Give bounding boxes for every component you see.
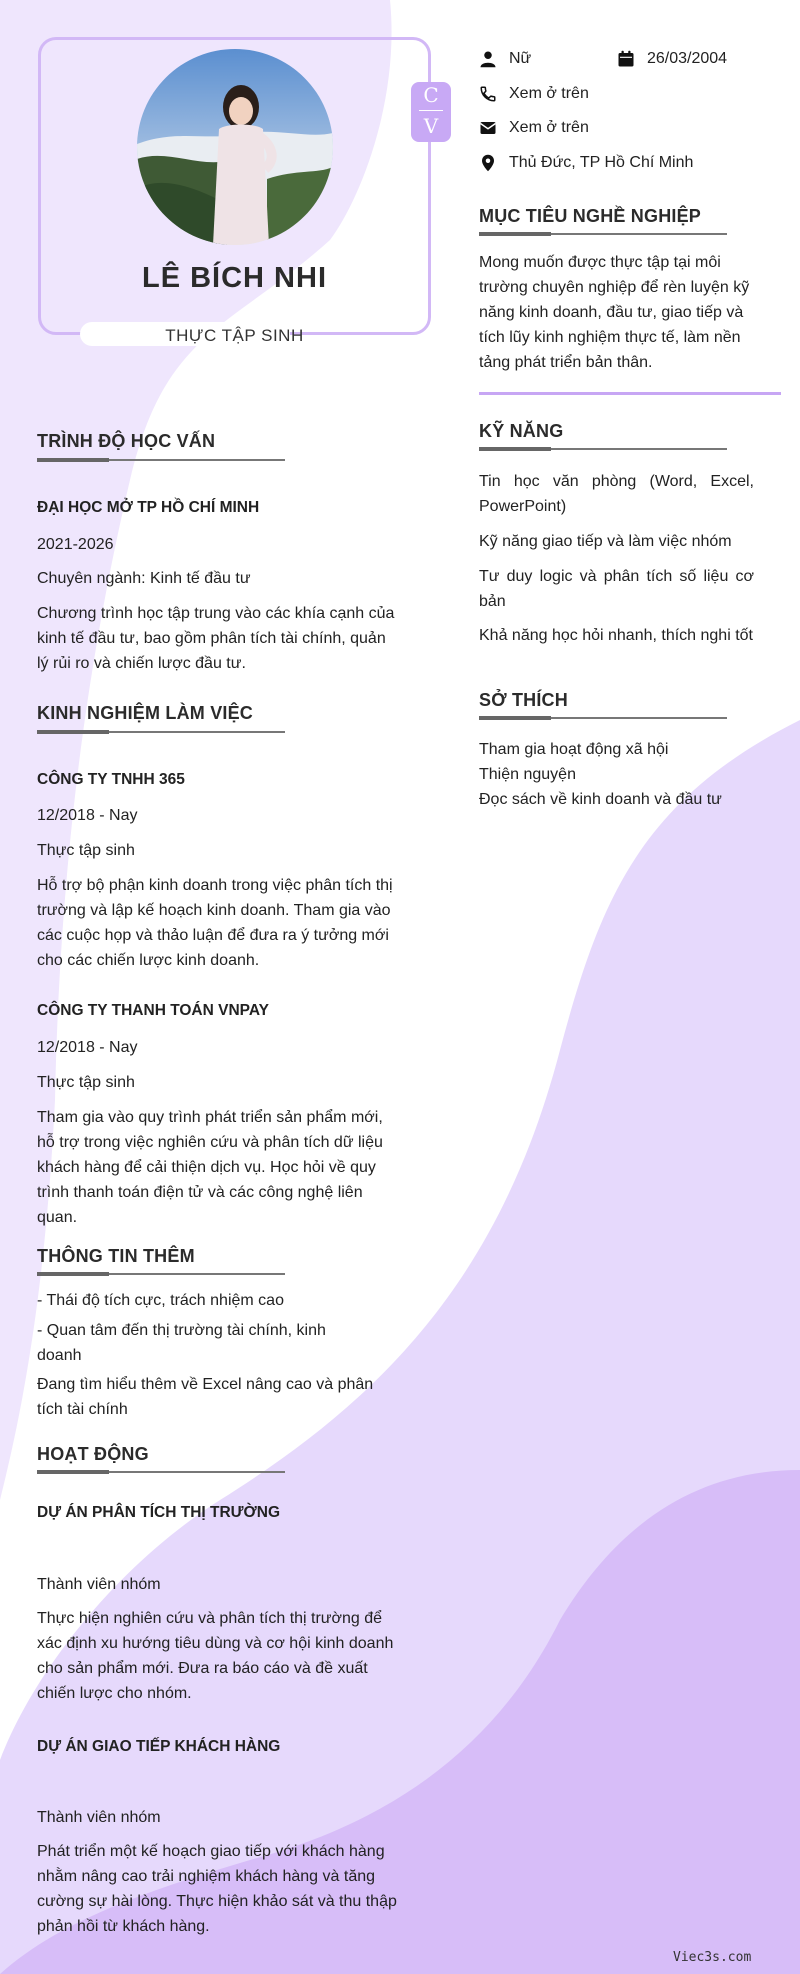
- watermark: Viec3s.com: [673, 1950, 752, 1965]
- job-period: 12/2018 - Nay: [37, 807, 138, 824]
- job-company: CÔNG TY THANH TOÁN VNPAY: [37, 1002, 269, 1019]
- education-title: TRÌNH ĐỘ HỌC VẤN: [37, 431, 216, 451]
- job-description: Hỗ trợ bộ phận kinh doanh trong việc phân tích thị trường và lập kế hoạch kinh doanh. Tham gia vào các cuộc họp và thảo luận để đưa ra ý tưởng mới cho các chiến lược kinh doanh.: [37, 877, 393, 969]
- activities-title: HOẠT ĐỘNG: [37, 1444, 149, 1464]
- job-period: 12/2018 - Nay: [37, 1039, 138, 1056]
- objective-title: MỤC TIÊU NGHỀ NGHIỆP: [479, 206, 702, 226]
- gender-row: [479, 50, 531, 68]
- project-role: Thành viên nhóm: [37, 1576, 161, 1593]
- project-description: Thực hiện nghiên cứu và phân tích thị trường để xác định xu hướng tiêu dùng và cơ hội kinh doanh cho sản phẩm mới. Đưa ra báo cáo và đề xuất chiến lược cho nhóm.: [37, 1610, 394, 1702]
- email-value: Xem ở trên: [509, 119, 589, 136]
- hobby-item: Thiện nguyện: [479, 766, 576, 783]
- objective-rule: [479, 233, 727, 235]
- skill-item: Tin học văn phòng (Word, Excel, PowerPoint): [479, 473, 754, 515]
- cv-badge-letter-c: C: [423, 83, 439, 107]
- phone-icon: [479, 85, 497, 103]
- job-position: Thực tập sinh: [37, 842, 135, 859]
- birthdate-value: 26/03/2004: [647, 50, 728, 67]
- right-column-divider: [479, 392, 781, 395]
- phone-row: [479, 85, 589, 103]
- job-company: CÔNG TY TNHH 365: [37, 771, 185, 788]
- additional-item: Đang tìm hiểu thêm về Excel nâng cao và phân tích tài chính: [37, 1376, 374, 1418]
- education-school: ĐẠI HỌC MỞ TP HỒ CHÍ MINH: [37, 499, 260, 516]
- education-major: Chuyên ngành: Kinh tế đầu tư: [37, 570, 251, 587]
- objective-text: Mong muốn được thực tập tại môi trường chuyên nghiệp để rèn luyện kỹ năng kinh doanh, đầu tư, giao tiếp và tích lũy kinh nghiệm thực tế, làm nền tảng phát triển bản thân.: [479, 254, 750, 371]
- hobby-item: Tham gia hoạt động xã hội: [479, 741, 669, 758]
- project-name: DỰ ÁN GIAO TIẾP KHÁCH HÀNG: [37, 1738, 281, 1755]
- additional-item: - Quan tâm đến thị trường tài chính, kinh doanh: [37, 1322, 326, 1364]
- job-position: Thực tập sinh: [37, 1074, 135, 1091]
- envelope-icon: [479, 119, 497, 137]
- additional-title: THÔNG TIN THÊM: [37, 1246, 195, 1266]
- skill-item: Khả năng học hỏi nhanh, thích nghi tốt: [479, 627, 753, 644]
- additional-item: - Thái độ tích cực, trách nhiệm cao: [37, 1292, 284, 1309]
- skills-rule: [479, 448, 727, 450]
- cv-badge-letter-v: V: [423, 114, 439, 138]
- hobby-item: Đọc sách về kinh doanh và đầu tư: [479, 791, 722, 808]
- phone-value: Xem ở trên: [509, 85, 589, 102]
- user-icon: [479, 50, 497, 68]
- project-role: Thành viên nhóm: [37, 1809, 161, 1826]
- skill-item: Tư duy logic và phân tích số liệu cơ bản: [479, 568, 754, 610]
- avatar: [137, 49, 333, 245]
- location-pin-icon: [479, 154, 497, 172]
- birthdate-row: [617, 50, 727, 68]
- experience-rule: [37, 731, 285, 733]
- skill-item: Kỹ năng giao tiếp và làm việc nhóm: [479, 533, 732, 550]
- activities-rule: [37, 1471, 285, 1473]
- project-description: Phát triển một kế hoạch giao tiếp với khách hàng nhằm nâng cao trải nghiệm khách hàng và tăng cường sự hài lòng. Thực hiện khảo sát và thu thập phản hồi từ khách hàng.: [37, 1843, 397, 1935]
- education-rule: [37, 459, 285, 461]
- candidate-role: THỰC TẬP SINH: [165, 326, 304, 345]
- education-years: 2021-2026: [37, 536, 114, 553]
- calendar-icon: [617, 50, 635, 68]
- hobbies-title: SỞ THÍCH: [479, 690, 568, 710]
- experience-title: KINH NGHIỆM LÀM VIỆC: [37, 703, 254, 723]
- education-description: Chương trình học tập trung vào các khía cạnh của kinh tế đầu tư, bao gồm phân tích tài chính, quản lý rủi ro và chiến lược đầu tư.: [37, 605, 395, 672]
- gender-value: Nữ: [509, 50, 532, 67]
- additional-rule: [37, 1273, 285, 1275]
- email-row: [479, 119, 589, 137]
- project-name: DỰ ÁN PHÂN TÍCH THỊ TRƯỜNG: [37, 1504, 281, 1521]
- job-description: Tham gia vào quy trình phát triển sản phẩm mới, hỗ trợ trong việc nghiên cứu và phân tích dữ liệu khách hàng để cải thiện dịch vụ. Học hỏi về quy trình thanh toán điện tử và các công nghệ liên quan.: [37, 1109, 383, 1226]
- address-row: [479, 154, 693, 172]
- address-value: Thủ Đức, TP Hồ Chí Minh: [509, 154, 694, 171]
- candidate-name: LÊ BÍCH NHI: [142, 262, 327, 294]
- hobbies-rule: [479, 717, 727, 719]
- skills-title: KỸ NĂNG: [479, 421, 564, 441]
- cv-badge: [411, 82, 451, 142]
